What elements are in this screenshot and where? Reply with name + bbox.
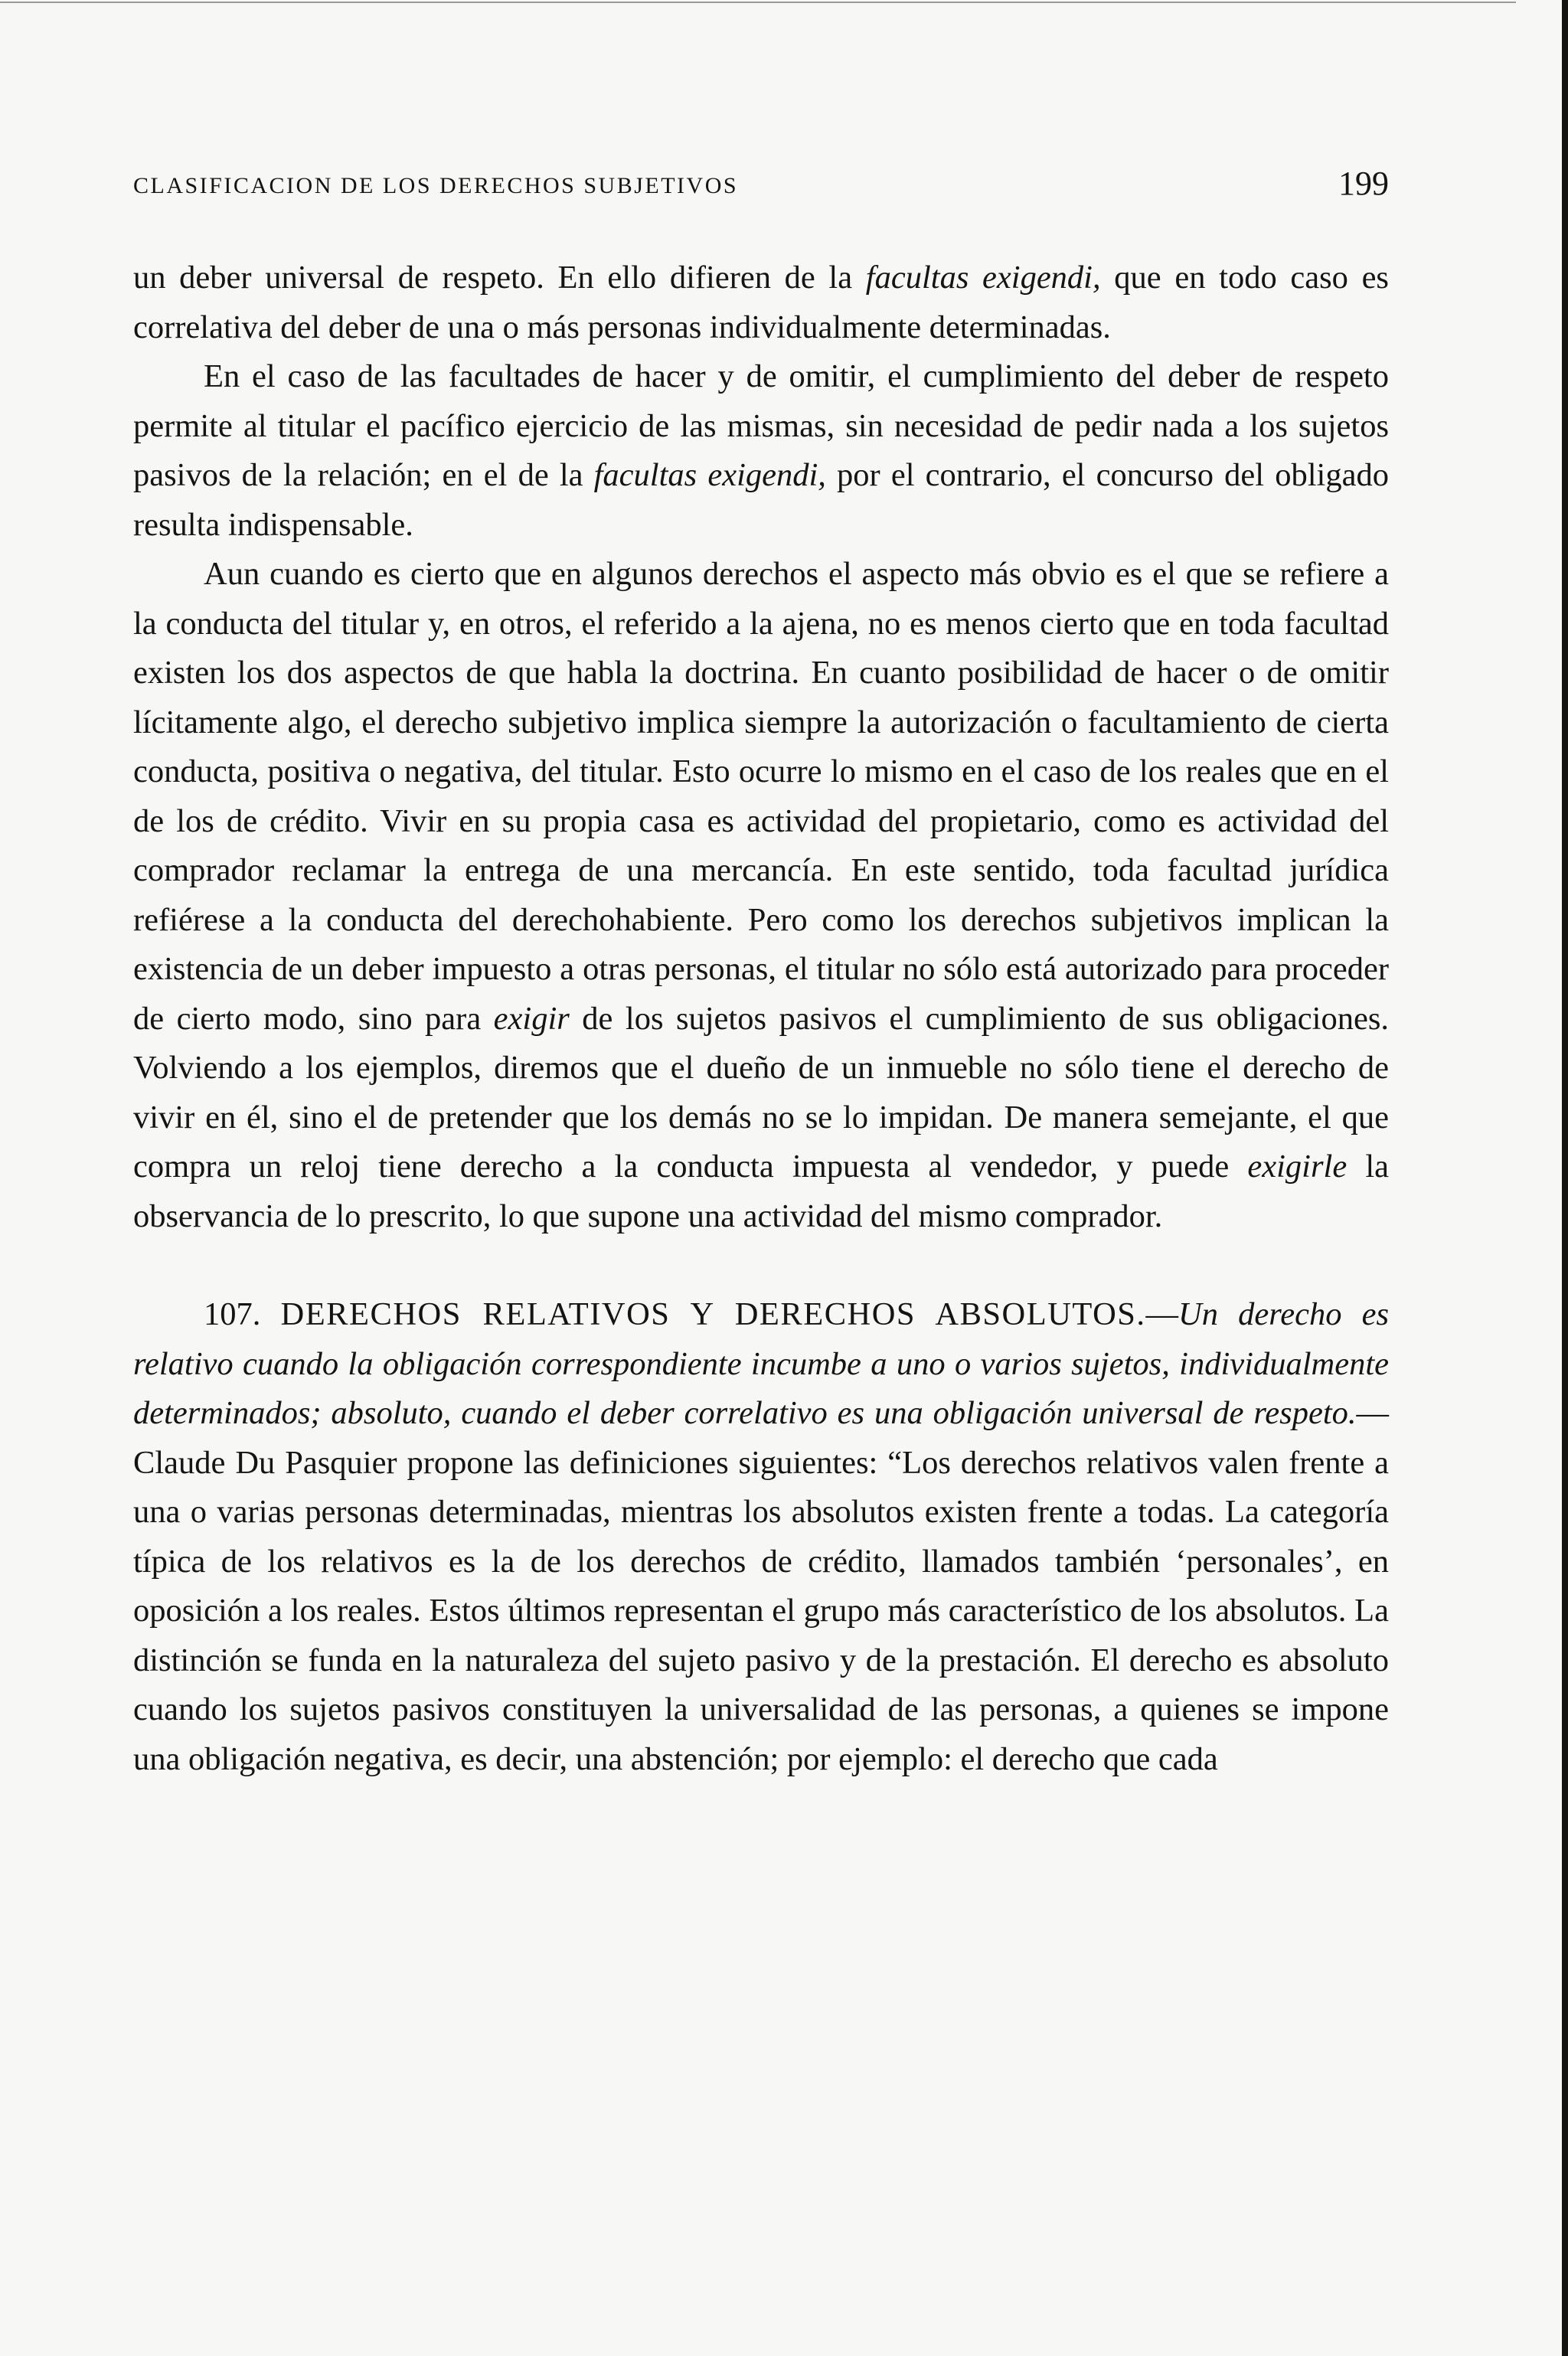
page-header: [133, 165, 1389, 219]
italic-term: exigirle: [1247, 1149, 1348, 1185]
section-title: DERECHOS RELATIVOS Y DERECHOS ABSOLUTOS.: [280, 1296, 1146, 1332]
text-run: Aun cuando es cierto que en algunos derechos el aspecto más obvio es el que se refiere a la conducta del titular y, en otros, el referido a la ajena, no es menos cierto que en toda facultad existen los dos aspectos de que habla la doctrina. En cuanto posibilidad de hacer o de omitir lícitamente algo, el derecho subjetivo implica siempre la autorización o facultamiento de cierta conducta, positiva o negativa, del titular. Esto ocurre lo mismo en el caso de los reales que en el de los de crédito. Vivir en su propia casa es actividad del propietario, como es actividad del comprador reclamar la entrega de una mercancía. En este sentido, toda facultad jurídica refiérese a la conducta del derechohabiente. Pero como los derechos subjetivos implican la existencia de un deber impuesto a otras personas, el titular no sólo está autorizado para proceder de cierto modo, sino para: [133, 556, 1389, 1037]
text-run: por el contrario, el concurso del obligado resulta indispensable.: [133, 457, 1389, 543]
dash: —: [1145, 1296, 1179, 1332]
section-definition: Un derecho es relativo cuando la obligación correspondiente incumbe a uno o varios sujetos, individualmente determinados; absoluto, cuando el deber correlativo es una obligación universal de respeto.: [133, 1296, 1389, 1431]
paragraph-3: [133, 550, 1389, 1241]
italic-term: facultas exigendi,: [865, 260, 1101, 296]
paragraph-2: [133, 352, 1389, 550]
body-text: [133, 253, 1389, 1784]
italic-term: facultas exigendi,: [593, 457, 826, 493]
section-107: [133, 1290, 1389, 1784]
section-number: 107.: [204, 1296, 281, 1332]
text-run: que en todo caso es correlativa del deber de una o más personas individualmente determinadas.: [133, 260, 1389, 345]
text-run: de los sujetos pasivos el cumplimiento de sus obligaciones. Volviendo a los ejemplos, diremos que el dueño de un inmueble no sólo tiene el derecho de vivir en él, sino el de pretender que los demás no se lo impidan. De manera semejante, el que compra un reloj tiene derecho a la conducta impuesta al vendedor, y puede: [133, 1000, 1389, 1185]
text-run: la observancia de lo prescrito, lo que supone una actividad del mismo comprador.: [133, 1149, 1390, 1234]
text-run: un deber universal de respeto. En ello difieren de la: [133, 260, 866, 296]
scan-top-edge: [0, 2, 1516, 3]
page-number: 199: [1338, 165, 1389, 202]
running-head: CLASIFICACION DE LOS DERECHOS SUBJETIVOS: [133, 173, 739, 198]
italic-term: exigir: [493, 1000, 570, 1037]
text-run: En el caso de las facultades de hacer y de omitir, el cumplimiento del deber de respeto permite al titular el pacífico ejercicio de las mismas, sin necesidad de pedir nada a los sujetos pasivos de la relación; en el de la: [133, 358, 1389, 493]
text-run: —Claude Du Pasquier propone las definiciones siguientes: “Los derechos relativos valen frente a una o varias personas determinadas, mientras los absolutos existen frente a todas. La categoría típica de los relativos es la de los derechos de crédito, llamados también ‘personales’, en oposición a los reales. Estos últimos representan el grupo más característico de los absolutos. La distinción se funda en la naturaleza del sujeto pasivo y de la prestación. El derecho es absoluto cuando los sujetos pasivos constituyen la universalidad de las personas, a quienes se impone una obligación negativa, es decir, una abstención; por ejemplo: el derecho que cada: [133, 1395, 1389, 1777]
scan-right-edge: [1562, 0, 1568, 2356]
paragraph-1: [133, 253, 1389, 352]
